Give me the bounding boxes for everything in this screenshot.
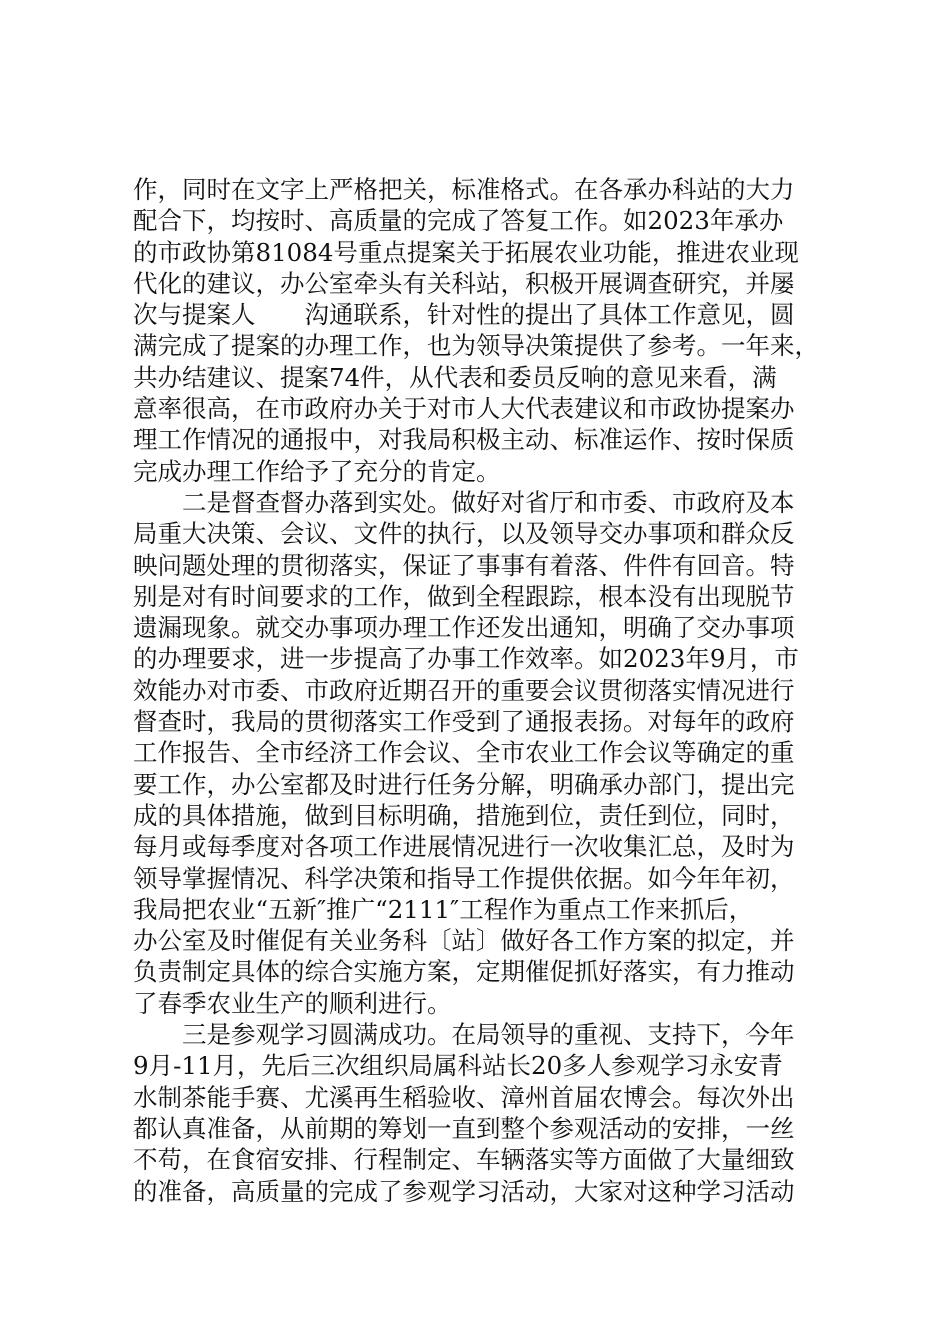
text-line: 配合下，均按时、高质量的完成了答复工作。如2023年承办 bbox=[133, 206, 784, 236]
text-line: 成的具体措施，做到目标明确，措施到位，责任到位，同时， bbox=[133, 800, 795, 830]
text-line: 负责制定具体的综合实施方案，定期催促抓好落实，有力推动 bbox=[133, 957, 795, 987]
text-line: 9月-11月，先后三次组织局属科站长20多人参观学习永安青 bbox=[133, 1051, 783, 1081]
text-line: 遗漏现象。就交办事项办理工作还发出通知，明确了交办事项 bbox=[133, 613, 795, 643]
text-line: 的准备，高质量的完成了参观学习活动，大家对这种学习活动 bbox=[133, 1176, 795, 1206]
text-line: 三是参观学习圆满成功。在局领导的重视、支持下，今年 bbox=[133, 1020, 795, 1050]
text-line: 办公室及时催促有关业务科〔站〕做好各工作方案的拟定，并 bbox=[133, 926, 795, 956]
text-line: 映问题处理的贯彻落实，保证了事事有着落、件件有回音。特 bbox=[133, 550, 795, 580]
text-line: 的办理要求，进一步提高了办事工作效率。如2023年9月，市 bbox=[133, 644, 799, 674]
text-line: 别是对有时间要求的工作，做到全程跟踪，根本没有出现脱节 bbox=[133, 581, 795, 611]
text-line: 作，同时在文字上严格把关，标准格式。在各承办科站的大力 bbox=[133, 175, 795, 204]
text-line: 要工作，办公室都及时进行任务分解，明确承办部门，提出完 bbox=[133, 769, 795, 799]
text-line: 的市政协第81084号重点提案关于拓展农业功能，推进农业现 bbox=[133, 237, 799, 267]
text-line: 效能办对市委、市政府近期召开的重要会议贯彻落实情况进行 bbox=[133, 675, 795, 705]
text-line: 二是督查督办落到实处。做好对省厅和市委、市政府及本 bbox=[133, 487, 795, 517]
text-line: 次与提案人 沟通联系，针对性的提出了具体工作意见，圆 bbox=[133, 300, 795, 330]
text-line: 完成办理工作给予了充分的肯定。 bbox=[133, 456, 501, 486]
text-line: 领导掌握情况、科学决策和指导工作提供依据。如今年年初， bbox=[133, 863, 795, 893]
text-line: 理工作情况的通报中，对我局积极主动、标准运作、按时保质 bbox=[133, 425, 795, 455]
text-line: 代化的建议，办公室牵头有关科站，积极开展调查研究，并屡 bbox=[133, 268, 795, 298]
text-line: 意率很高，在市政府办关于对市人大代表建议和市政协提案办 bbox=[133, 394, 795, 424]
text-line: 共办结建议、提案74件，从代表和委员反响的意见来看，满 bbox=[133, 362, 777, 392]
body-text bbox=[133, 174, 833, 1207]
text-line: 我局把农业“五新″推广“2111″工程作为重点工作来抓后， bbox=[133, 894, 754, 924]
text-line: 了春季农业生产的顺利进行。 bbox=[133, 988, 452, 1018]
text-line: 满完成了提案的办理工作，也为领导决策提供了参考。一年来， bbox=[133, 331, 819, 361]
text-line: 督查时，我局的贯彻落实工作受到了通报表扬。对每年的政府 bbox=[133, 707, 795, 737]
text-line: 局重大决策、会议、文件的执行，以及领导交办事项和群众反 bbox=[133, 519, 795, 549]
text-line: 不苟，在食宿安排、行程制定、车辆落实等方面做了大量细致 bbox=[133, 1145, 795, 1175]
text-line: 都认真准备，从前期的筹划一直到整个参观活动的安排，一丝 bbox=[133, 1113, 795, 1143]
text-line: 工作报告、全市经济工作会议、全市农业工作会议等确定的重 bbox=[133, 738, 795, 768]
text-line: 每月或每季度对各项工作进展情况进行一次收集汇总，及时为 bbox=[133, 832, 795, 862]
text-line: 水制茶能手赛、尤溪再生稻验收、漳州首届农博会。每次外出 bbox=[133, 1082, 795, 1112]
